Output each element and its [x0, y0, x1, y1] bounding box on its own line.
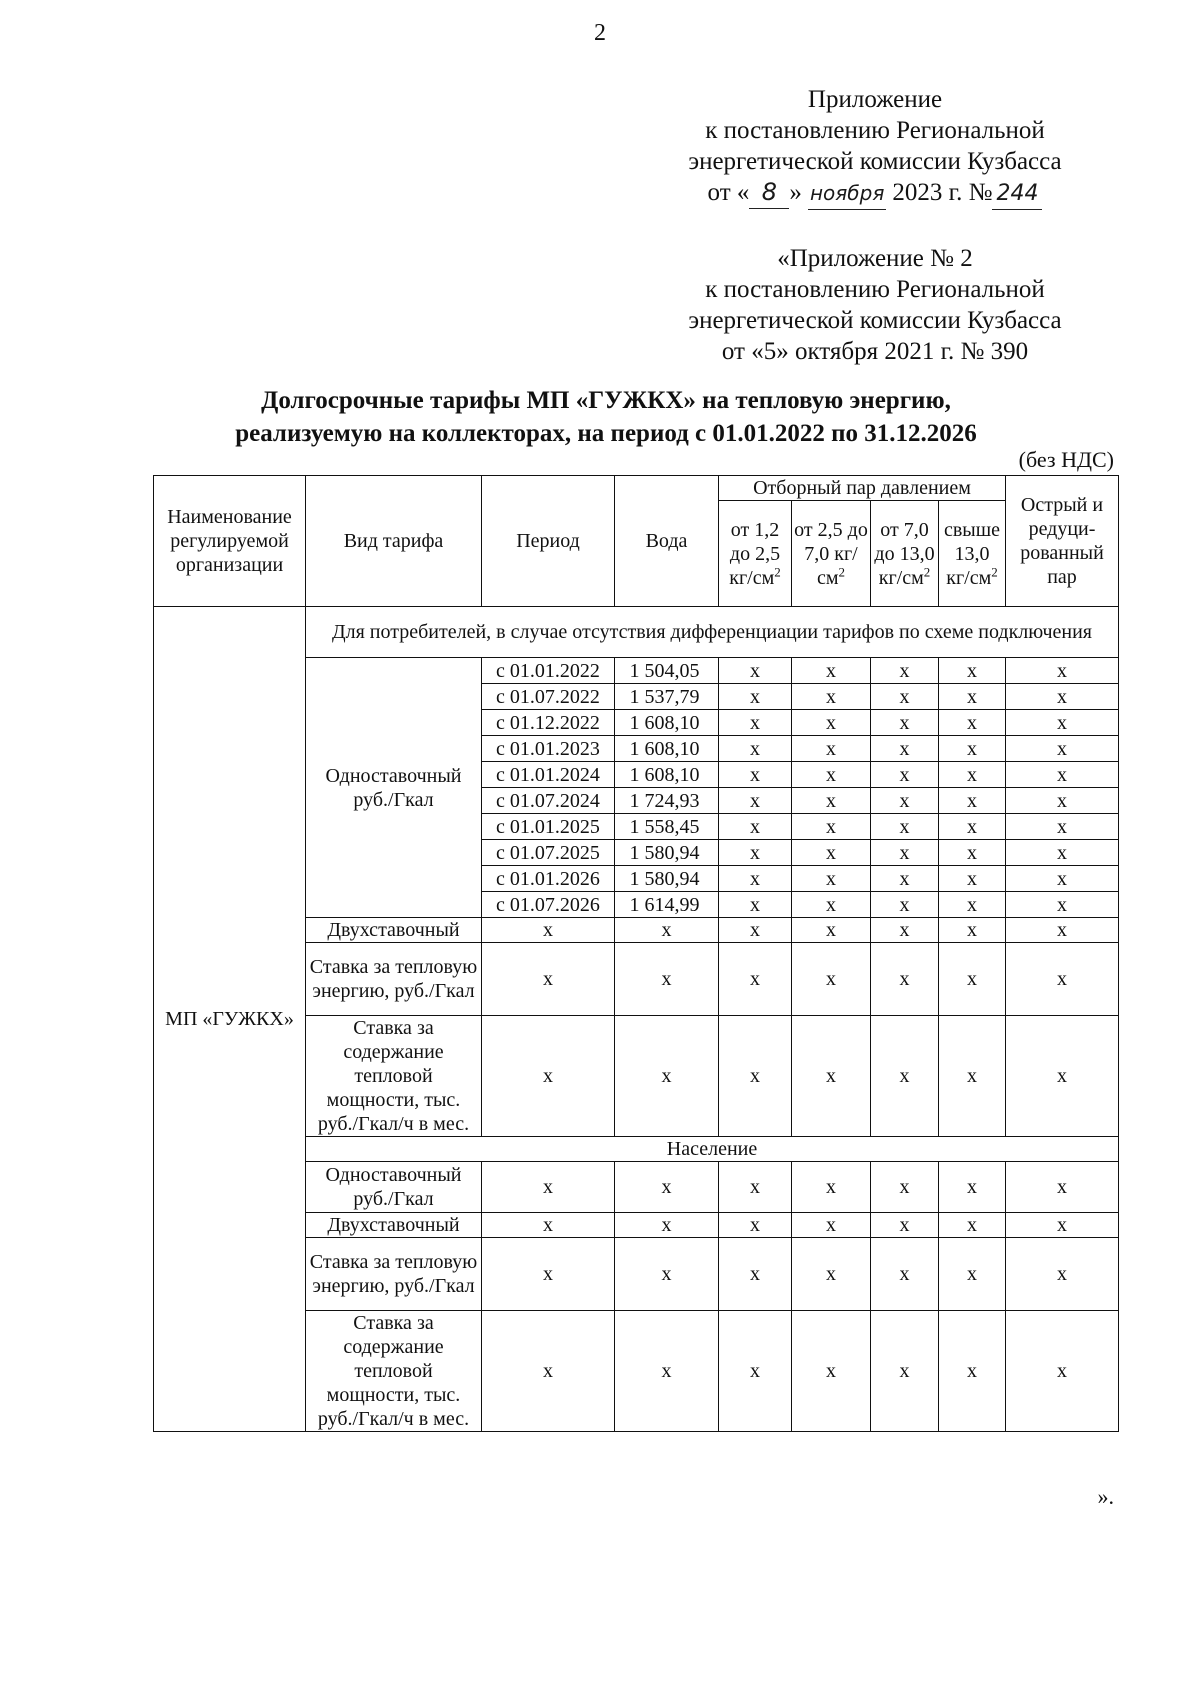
value-x: х — [719, 1213, 792, 1238]
header-steam-4-text: свыше 13,0 кг/см — [943, 518, 1001, 589]
date-mid: » — [789, 179, 802, 206]
period-cell: с 01.01.2025 — [482, 814, 615, 840]
tariff-one-rate: Одноставочный руб./Гкал — [306, 658, 482, 918]
value-x: х — [939, 918, 1006, 943]
water-cell: 1 608,10 — [615, 710, 719, 736]
header-steam-1 — [719, 501, 792, 607]
water-cell: 1 537,79 — [615, 684, 719, 710]
water-cell: 1 608,10 — [615, 736, 719, 762]
header-steam-2 — [792, 501, 871, 607]
value-x: х — [1006, 918, 1119, 943]
appendix2-line: к постановлению Региональной — [705, 276, 1045, 303]
water-cell: 1 580,94 — [615, 840, 719, 866]
value-x: х — [719, 814, 792, 840]
value-x: х — [939, 788, 1006, 814]
appendix-date — [640, 177, 1110, 210]
value-x: х — [1006, 814, 1119, 840]
water-cell: 1 558,45 — [615, 814, 719, 840]
water-cell: 1 724,93 — [615, 788, 719, 814]
value-x: х — [1006, 943, 1119, 1016]
value-x: х — [719, 1311, 792, 1432]
value-x: х — [871, 762, 939, 788]
tariff-table — [153, 475, 1119, 1432]
value-x: х — [939, 762, 1006, 788]
value-x: х — [482, 1016, 615, 1137]
superscript: 2 — [923, 563, 931, 579]
period-cell: с 01.12.2022 — [482, 710, 615, 736]
value-x: х — [792, 1213, 871, 1238]
water-cell: 1 580,94 — [615, 866, 719, 892]
value-x: х — [939, 892, 1006, 918]
value-x: х — [719, 1238, 792, 1311]
value-x: х — [871, 736, 939, 762]
header-steam-3 — [871, 501, 939, 607]
value-x: х — [792, 684, 871, 710]
value-x: х — [939, 1311, 1006, 1432]
tariff-capacity-rate: Ставка за содержание тепловой мощности, тыс. руб./Гкал/ч в мес. — [306, 1016, 482, 1137]
date-year: 2023 г. № — [892, 179, 993, 206]
period-cell: с 01.01.2026 — [482, 866, 615, 892]
value-x: х — [871, 684, 939, 710]
value-x: х — [719, 1016, 792, 1137]
appendix-line: к постановлению Региональной — [705, 117, 1045, 144]
value-x: х — [871, 1311, 939, 1432]
period-cell: с 01.07.2025 — [482, 840, 615, 866]
value-x: х — [615, 1238, 719, 1311]
no-vat-note: (без НДС) — [1018, 447, 1114, 472]
value-x: х — [871, 658, 939, 684]
value-x: х — [719, 1162, 792, 1213]
tariff-energy-rate: Ставка за тепловую энергию, руб./Гкал — [306, 943, 482, 1016]
appendix2-line: «Приложение № 2 — [777, 245, 973, 272]
tariff-one-rate-population: Одноставочный руб./Гкал — [306, 1162, 482, 1213]
handwritten-number: 244 — [992, 178, 1042, 210]
period-cell: с 01.01.2024 — [482, 762, 615, 788]
value-x: х — [792, 762, 871, 788]
value-x: х — [792, 736, 871, 762]
superscript: 2 — [774, 563, 781, 579]
title-line: реализуемую на коллекторах, на период с 01.01.2022 по 31.12.2026 — [235, 420, 977, 447]
value-x: х — [1006, 1162, 1119, 1213]
value-x: х — [482, 943, 615, 1016]
header-steam-2-text: от 2,5 до 7,0 кг/см — [794, 518, 868, 589]
value-x: х — [939, 866, 1006, 892]
value-x: х — [939, 736, 1006, 762]
value-x: х — [939, 710, 1006, 736]
value-x: х — [615, 1016, 719, 1137]
value-x: х — [1006, 710, 1119, 736]
value-x: х — [871, 1162, 939, 1213]
period-cell: с 01.07.2026 — [482, 892, 615, 918]
appendix2-line: от «5» октября 2021 г. № 390 — [721, 338, 1029, 365]
value-x: х — [719, 840, 792, 866]
value-x: х — [1006, 788, 1119, 814]
value-x: х — [615, 943, 719, 1016]
value-x: х — [871, 892, 939, 918]
tariff-two-rate-population: Двухставочный — [306, 1213, 482, 1238]
value-x: х — [792, 840, 871, 866]
value-x: х — [719, 918, 792, 943]
value-x: х — [792, 918, 871, 943]
value-x: х — [719, 762, 792, 788]
header-steam-4 — [939, 501, 1006, 607]
section-row — [154, 607, 1119, 658]
date-prefix: от « — [707, 179, 750, 206]
value-x: х — [871, 814, 939, 840]
header-period: Период — [482, 476, 615, 607]
value-x: х — [719, 892, 792, 918]
org-name-cell: МП «ГУЖКХ» — [154, 607, 306, 1432]
tariff-capacity-rate-population: Ставка за содержание тепловой мощности, тыс. руб./Гкал/ч в мес. — [306, 1311, 482, 1432]
value-x: х — [615, 1213, 719, 1238]
value-x: х — [792, 943, 871, 1016]
value-x: х — [871, 1213, 939, 1238]
value-x: х — [719, 684, 792, 710]
header-row — [154, 476, 1119, 501]
period-cell: с 01.07.2024 — [482, 788, 615, 814]
value-x: х — [792, 866, 871, 892]
header-steam-group: Отборный пар давлением — [719, 476, 1006, 501]
value-x: х — [719, 658, 792, 684]
value-x: х — [792, 892, 871, 918]
value-x: х — [1006, 840, 1119, 866]
header-steam-1-text: от 1,2 до 2,5 кг/см — [729, 518, 781, 589]
value-x: х — [482, 918, 615, 943]
closing-mark: ». — [1097, 1484, 1114, 1509]
period-cell: с 01.01.2022 — [482, 658, 615, 684]
value-x: х — [1006, 1016, 1119, 1137]
value-x: х — [1006, 658, 1119, 684]
header-tariff-type: Вид тарифа — [306, 476, 482, 607]
value-x: х — [939, 658, 1006, 684]
value-x: х — [482, 1213, 615, 1238]
appendix2-header — [640, 243, 1110, 367]
appendix-line: энергетической комиссии Кузбасса — [688, 148, 1062, 175]
value-x: х — [615, 1311, 719, 1432]
value-x: х — [939, 943, 1006, 1016]
value-x: х — [719, 736, 792, 762]
value-x: х — [792, 1162, 871, 1213]
value-x: х — [1006, 866, 1119, 892]
value-x: х — [1006, 762, 1119, 788]
appendix-header — [640, 84, 1110, 210]
period-cell: с 01.07.2022 — [482, 684, 615, 710]
value-x: х — [792, 814, 871, 840]
value-x: х — [719, 943, 792, 1016]
water-cell: 1 504,05 — [615, 658, 719, 684]
tariff-two-rate: Двухставочный — [306, 918, 482, 943]
value-x: х — [871, 866, 939, 892]
value-x: х — [482, 1162, 615, 1213]
water-cell: 1 614,99 — [615, 892, 719, 918]
water-cell: 1 608,10 — [615, 762, 719, 788]
handwritten-day: 8 — [749, 177, 789, 209]
superscript: 2 — [991, 563, 998, 579]
superscript: 2 — [838, 563, 846, 579]
value-x: х — [719, 710, 792, 736]
tariff-energy-rate-population: Ставка за тепловую энергию, руб./Гкал — [306, 1238, 482, 1311]
value-x: х — [939, 1016, 1006, 1137]
appendix-line: Приложение — [807, 86, 943, 113]
value-x: х — [1006, 1238, 1119, 1311]
value-x: х — [939, 684, 1006, 710]
value-x: х — [792, 710, 871, 736]
period-cell: с 01.01.2023 — [482, 736, 615, 762]
value-x: х — [792, 658, 871, 684]
handwritten-month: ноября — [808, 178, 886, 210]
value-x: х — [939, 1238, 1006, 1311]
value-x: х — [1006, 892, 1119, 918]
value-x: х — [871, 840, 939, 866]
value-x: х — [792, 1016, 871, 1137]
value-x: х — [792, 1311, 871, 1432]
document-title — [0, 384, 1200, 450]
appendix2-line: энергетической комиссии Кузбасса — [688, 307, 1062, 334]
value-x: х — [871, 943, 939, 1016]
header-water: Вода — [615, 476, 719, 607]
section-population: Население — [306, 1137, 1119, 1162]
value-x: х — [871, 918, 939, 943]
page-number: 2 — [594, 20, 606, 46]
value-x: х — [939, 1213, 1006, 1238]
value-x: х — [615, 918, 719, 943]
value-x: х — [1006, 684, 1119, 710]
value-x: х — [871, 1016, 939, 1137]
value-x: х — [792, 788, 871, 814]
value-x: х — [792, 1238, 871, 1311]
value-x: х — [1006, 736, 1119, 762]
value-x: х — [939, 814, 1006, 840]
value-x: х — [871, 710, 939, 736]
value-x: х — [1006, 1311, 1119, 1432]
value-x: х — [871, 788, 939, 814]
section-consumers: Для потребителей, в случае отсутствия дифференциации тарифов по схеме подключения — [306, 607, 1119, 658]
value-x: х — [939, 1162, 1006, 1213]
header-sharp-steam: Острый и редуци-рованный пар — [1006, 476, 1119, 607]
title-line: Долгосрочные тарифы МП «ГУЖКХ» на тепловую энергию, — [261, 387, 951, 414]
value-x: х — [482, 1238, 615, 1311]
header-steam-3-text: от 7,0 до 13,0 кг/см — [874, 518, 935, 589]
value-x: х — [939, 840, 1006, 866]
header-org: Наименование регулируемой организации — [154, 476, 306, 607]
value-x: х — [719, 866, 792, 892]
value-x: х — [1006, 1213, 1119, 1238]
value-x: х — [615, 1162, 719, 1213]
value-x: х — [871, 1238, 939, 1311]
value-x: х — [719, 788, 792, 814]
value-x: х — [482, 1311, 615, 1432]
